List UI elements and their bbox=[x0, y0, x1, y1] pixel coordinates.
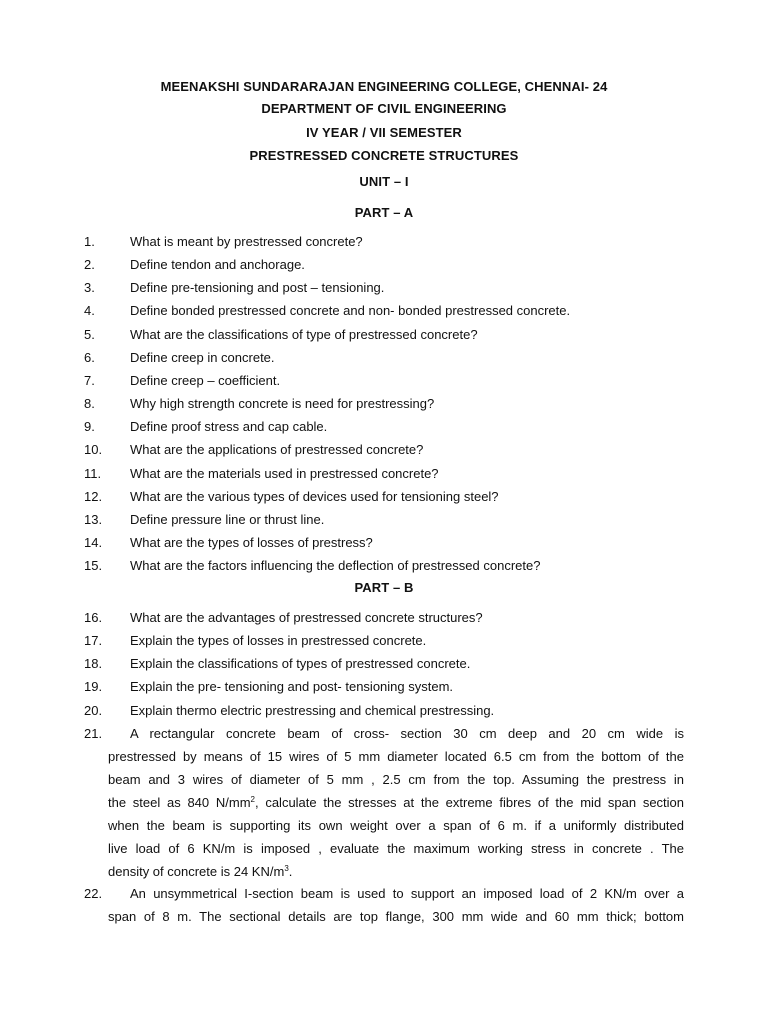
text-segment: , calculate the stresses at the extreme fibres of the mid span section bbox=[254, 795, 685, 810]
question-text: Define creep in concrete. bbox=[130, 349, 275, 365]
question-text: What are the applications of prestressed concrete? bbox=[130, 442, 424, 458]
question-number: 18. bbox=[84, 656, 103, 672]
question-number: 14. bbox=[84, 534, 103, 550]
question-number: 5. bbox=[84, 326, 95, 342]
question-number: 16. bbox=[84, 610, 103, 625]
question-number: 4. bbox=[84, 303, 95, 319]
question-text-line: span of 8 m. The sectional details are top flange, 300 mm wide and 60 mm thick; bottom bbox=[108, 909, 684, 924]
question-number: 20. bbox=[84, 702, 103, 718]
college-name: MEENAKSHI SUNDARARAJAN ENGINEERING COLLEGE, CHENNAI- 24 bbox=[160, 79, 608, 94]
question-text-line bbox=[108, 795, 684, 811]
question-number: 6. bbox=[84, 349, 95, 365]
subject-title: PRESTRESSED CONCRETE STRUCTURES bbox=[249, 148, 519, 163]
question-text: What are the types of losses of prestress? bbox=[130, 534, 373, 550]
question-number: 12. bbox=[84, 488, 103, 504]
text-segment: . bbox=[288, 864, 293, 879]
question-number: 13. bbox=[84, 511, 103, 527]
part-a-title: PART – A bbox=[354, 205, 414, 220]
question-text: Explain the pre- tensioning and post- tensioning system. bbox=[130, 679, 454, 695]
question-text: What are the classifications of type of prestressed concrete? bbox=[130, 326, 478, 342]
superscript: 3 bbox=[284, 864, 289, 873]
question-number: 21. bbox=[84, 726, 103, 741]
question-number: 17. bbox=[84, 633, 103, 649]
question-number: 7. bbox=[84, 372, 95, 388]
part-b-title: PART – B bbox=[354, 580, 414, 595]
question-text: What are the various types of devices used for tensioning steel? bbox=[130, 488, 499, 504]
question-number: 22. bbox=[84, 886, 103, 901]
text-segment: the steel as 840 N/mm bbox=[108, 795, 251, 810]
superscript: 2 bbox=[250, 795, 255, 804]
question-text: Explain thermo electric prestressing and chemical prestressing. bbox=[130, 702, 495, 718]
question-number: 8. bbox=[84, 396, 95, 412]
question-number: 15. bbox=[84, 558, 103, 574]
question-number: 19. bbox=[84, 679, 103, 695]
question-text: Define tendon and anchorage. bbox=[130, 257, 305, 273]
question-text-line bbox=[108, 864, 684, 880]
question-text: Define pre-tensioning and post – tensioning. bbox=[130, 280, 385, 296]
unit-title: UNIT – I bbox=[359, 174, 409, 189]
question-text: What is meant by prestressed concrete? bbox=[130, 234, 363, 249]
question-number: 1. bbox=[84, 234, 95, 249]
question-text: Define proof stress and cap cable. bbox=[130, 419, 328, 435]
question-text-line: An unsymmetrical I-section beam is used to support an imposed load of 2 KN/m over a bbox=[130, 886, 684, 901]
year-semester: IV YEAR / VII SEMESTER bbox=[306, 125, 462, 140]
department-name: DEPARTMENT OF CIVIL ENGINEERING bbox=[261, 101, 507, 116]
question-text: What are the advantages of prestressed concrete structures? bbox=[130, 610, 483, 625]
question-text-line: beam and 3 wires of diameter of 5 mm , 2.5 cm from the top. Assuming the prestress in bbox=[108, 772, 684, 787]
question-text-line: A rectangular concrete beam of cross- section 30 cm deep and 20 cm wide is bbox=[130, 726, 684, 741]
question-text-line: prestressed by means of 15 wires of 5 mm diameter located 6.5 cm from the bottom of the bbox=[108, 749, 684, 764]
question-text: Define creep – coefficient. bbox=[130, 372, 281, 388]
question-text: Explain the types of losses in prestressed concrete. bbox=[130, 633, 427, 649]
question-text: Why high strength concrete is need for prestressing? bbox=[130, 396, 435, 412]
question-number: 11. bbox=[84, 465, 102, 481]
question-number: 10. bbox=[84, 442, 103, 458]
question-text-line: live load of 6 KN/m is imposed , evaluate the maximum working stress in concrete . The bbox=[108, 841, 684, 856]
question-number: 3. bbox=[84, 280, 95, 296]
text-segment: density of concrete is 24 KN/m bbox=[108, 864, 285, 879]
question-text: Explain the classifications of types of prestressed concrete. bbox=[130, 656, 471, 672]
question-text-line: when the beam is supporting its own weight over a span of 6 m. if a uniformly distributed bbox=[108, 818, 684, 833]
question-number: 9. bbox=[84, 419, 95, 435]
question-text: Define bonded prestressed concrete and non- bonded prestressed concrete. bbox=[130, 303, 571, 319]
question-text: Define pressure line or thrust line. bbox=[130, 511, 325, 527]
question-text: What are the materials used in prestressed concrete? bbox=[130, 465, 439, 481]
question-number: 2. bbox=[84, 257, 95, 273]
question-text: What are the factors influencing the deflection of prestressed concrete? bbox=[130, 558, 541, 574]
